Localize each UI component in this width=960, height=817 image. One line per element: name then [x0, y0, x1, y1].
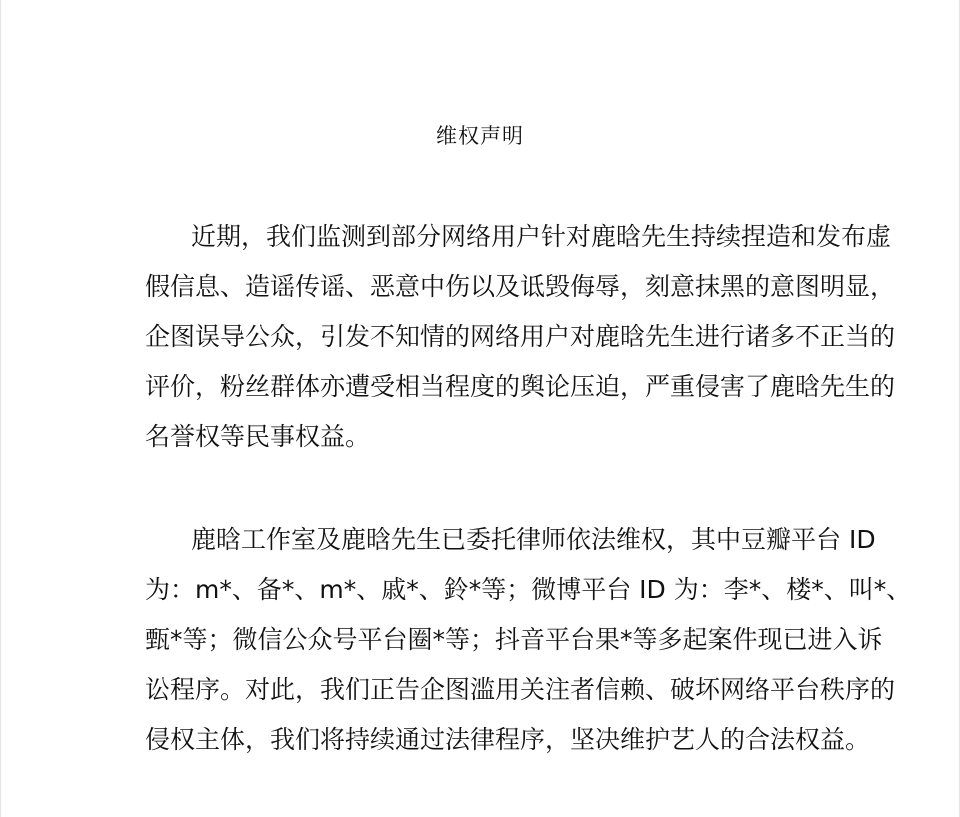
- paragraph-line: 假信息、造谣传谣、恶意中伤以及诋毁侮辱，刻意抹黑的意图明显，: [145, 272, 896, 301]
- paragraph-line: 近期，我们监测到部分网络用户针对鹿晗先生持续捏造和发布虚: [191, 222, 892, 251]
- paragraph-line: 为：m*、备*、m*、戚*、鈴*等；微博平台 ID 为：李*、楼*、叫*、: [145, 575, 912, 604]
- paragraph-line: 企图误导公众，引发不知情的网络用户对鹿晗先生进行诸多不正当的: [145, 322, 896, 351]
- paragraph-line: 甄*等；微信公众号平台圈*等；抖音平台果*等多起案件现已进入诉: [145, 625, 883, 654]
- document-title: 维权声明: [436, 124, 524, 148]
- paragraph-line: 侵权主体，我们将持续通过法律程序，坚决维护艺人的合法权益。: [145, 725, 871, 754]
- paragraph-line: 评价，粉丝群体亦遭受相当程度的舆论压迫，严重侵害了鹿晗先生的: [145, 372, 896, 401]
- paragraph-line: 讼程序。对此，我们正告企图滥用关注者信赖、破坏网络平台秩序的: [145, 675, 896, 704]
- paragraph-2: [145, 515, 912, 765]
- paragraph-line: 名誉权等民事权益。: [145, 422, 371, 451]
- paragraph-1: [145, 212, 896, 462]
- paragraph-line: 鹿晗工作室及鹿晗先生已委托律师依法维权，其中豆瓣平台 ID: [191, 525, 876, 554]
